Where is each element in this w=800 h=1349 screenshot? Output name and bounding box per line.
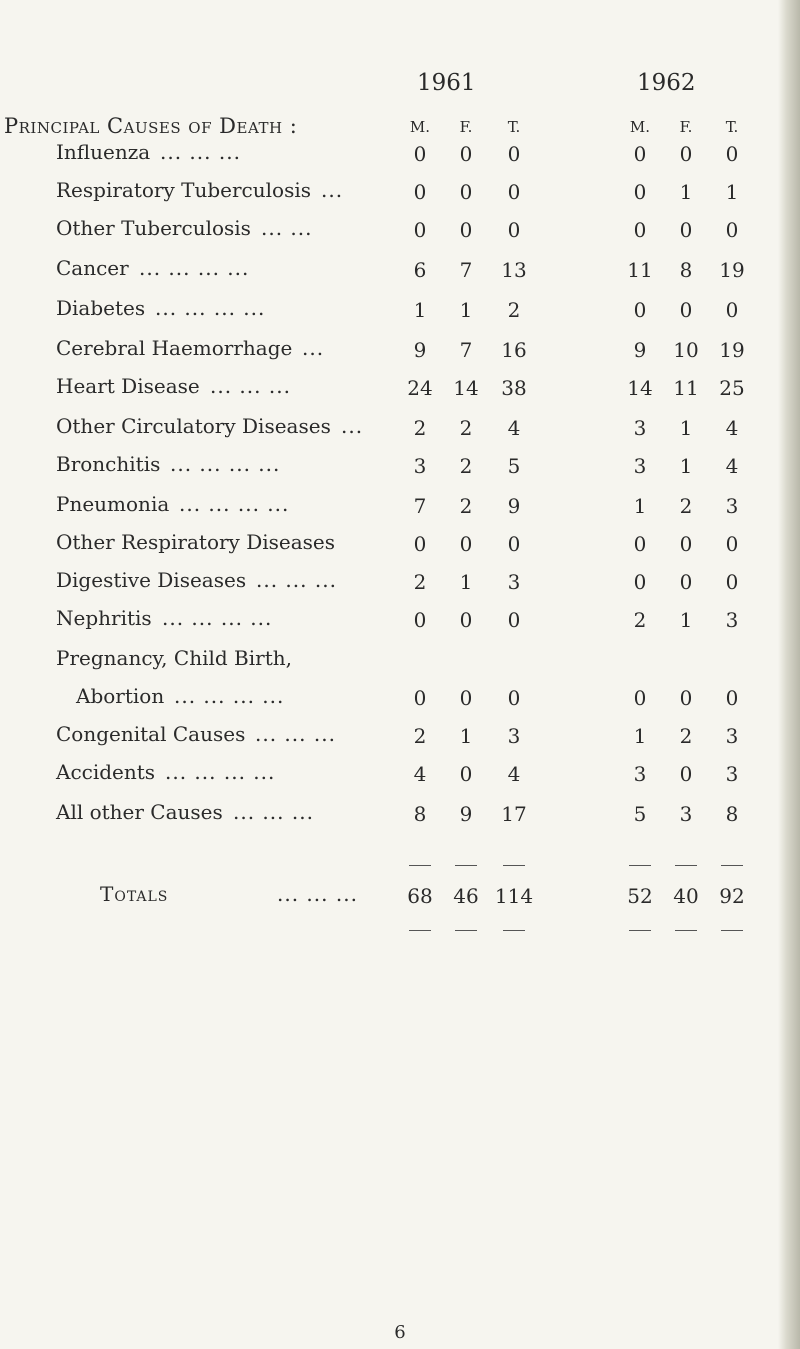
value-cell: 0 bbox=[679, 298, 693, 322]
value-cell: 0 bbox=[413, 608, 427, 632]
leader-dots: ... bbox=[341, 414, 364, 438]
totals-leader-dots: ... ... ... bbox=[277, 882, 358, 906]
value-cell: 0 bbox=[413, 180, 427, 204]
sum-rule bbox=[503, 865, 525, 866]
value-cell: 0 bbox=[725, 532, 739, 556]
value-cell: 9 bbox=[633, 338, 647, 362]
table-row bbox=[0, 452, 800, 490]
value-cell: 24 bbox=[407, 376, 433, 400]
total-cell: 114 bbox=[494, 884, 534, 908]
sum-rule bbox=[455, 930, 477, 931]
value-cell: 3 bbox=[725, 608, 739, 632]
leader-dots: ... ... ... ... bbox=[165, 760, 276, 784]
value-cell: 0 bbox=[459, 142, 473, 166]
sum-rule bbox=[409, 865, 431, 866]
value-cell: 3 bbox=[413, 454, 427, 478]
table-row bbox=[0, 646, 800, 684]
table-row bbox=[0, 374, 800, 412]
value-cell: 0 bbox=[459, 180, 473, 204]
value-cell: 4 bbox=[507, 762, 521, 786]
sum-rule bbox=[675, 930, 697, 931]
cause-label: Pregnancy, Child Birth, bbox=[56, 646, 292, 670]
cause-label: Other Tuberculosis bbox=[56, 216, 251, 240]
value-cell: 0 bbox=[459, 608, 473, 632]
leader-dots: ... ... ... bbox=[210, 374, 291, 398]
value-cell: 11 bbox=[627, 258, 653, 282]
value-cell: 3 bbox=[725, 494, 739, 518]
value-cell: 0 bbox=[633, 180, 647, 204]
table-row bbox=[0, 140, 800, 178]
table-row bbox=[0, 296, 800, 334]
cause-label: Digestive Diseases bbox=[56, 568, 247, 592]
totals-label: Totals bbox=[100, 882, 169, 906]
cause-label: Other Respiratory Diseases bbox=[56, 530, 336, 554]
value-cell: 4 bbox=[413, 762, 427, 786]
value-cell: 13 bbox=[501, 258, 527, 282]
cause-label: Pneumonia bbox=[56, 492, 170, 516]
leader-dots: ... ... ... ... bbox=[179, 492, 290, 516]
sum-rule bbox=[629, 865, 651, 866]
col-header-1961-m: M. bbox=[409, 118, 431, 136]
value-cell: 0 bbox=[413, 686, 427, 710]
value-cell: 1 bbox=[413, 298, 427, 322]
value-cell: 14 bbox=[627, 376, 653, 400]
value-cell: 0 bbox=[679, 532, 693, 556]
total-cell: 92 bbox=[719, 884, 745, 908]
cause-label: Respiratory Tuberculosis bbox=[56, 178, 311, 202]
value-cell: 1 bbox=[679, 416, 693, 440]
leader-dots: ... ... ... ... bbox=[139, 256, 250, 280]
cause-label: Congenital Causes bbox=[56, 722, 246, 746]
value-cell: 2 bbox=[679, 724, 693, 748]
total-cell: 40 bbox=[673, 884, 699, 908]
value-cell: 2 bbox=[459, 454, 473, 478]
table-row bbox=[0, 256, 800, 294]
leader-dots: ... ... ... bbox=[255, 722, 336, 746]
totals-row bbox=[0, 882, 800, 920]
sum-rule bbox=[455, 865, 477, 866]
value-cell: 3 bbox=[725, 724, 739, 748]
value-cell: 3 bbox=[507, 724, 521, 748]
value-cell: 0 bbox=[725, 298, 739, 322]
cause-label: Nephritis bbox=[56, 606, 152, 630]
value-cell: 0 bbox=[459, 762, 473, 786]
value-cell: 0 bbox=[679, 142, 693, 166]
sum-rule bbox=[409, 930, 431, 931]
leader-dots: ... bbox=[321, 178, 344, 202]
year-1962-heading: 1962 bbox=[637, 70, 696, 96]
value-cell: 7 bbox=[413, 494, 427, 518]
leader-dots: ... ... bbox=[261, 216, 313, 240]
leader-dots: ... ... ... bbox=[256, 568, 337, 592]
cause-label: Diabetes bbox=[56, 296, 146, 320]
value-cell: 1 bbox=[679, 608, 693, 632]
value-cell: 4 bbox=[725, 454, 739, 478]
value-cell: 1 bbox=[633, 724, 647, 748]
value-cell: 1 bbox=[725, 180, 739, 204]
total-cell: 52 bbox=[627, 884, 653, 908]
value-cell: 2 bbox=[413, 416, 427, 440]
value-cell: 5 bbox=[633, 802, 647, 826]
value-cell: 7 bbox=[459, 338, 473, 362]
table-title: Principal Causes of Death : bbox=[4, 114, 298, 138]
value-cell: 8 bbox=[679, 258, 693, 282]
value-cell: 2 bbox=[413, 724, 427, 748]
table-row bbox=[0, 178, 800, 216]
table-row bbox=[0, 492, 800, 530]
value-cell: 0 bbox=[679, 218, 693, 242]
total-cell: 46 bbox=[453, 884, 479, 908]
value-cell: 3 bbox=[679, 802, 693, 826]
value-cell: 17 bbox=[501, 802, 527, 826]
col-header-1961-f: F. bbox=[459, 118, 473, 136]
table-row bbox=[0, 760, 800, 798]
total-cell: 68 bbox=[407, 884, 433, 908]
leader-dots: ... ... ... bbox=[160, 140, 241, 164]
cause-label: Abortion bbox=[76, 684, 165, 708]
value-cell: 0 bbox=[507, 686, 521, 710]
value-cell: 0 bbox=[507, 608, 521, 632]
value-cell: 3 bbox=[507, 570, 521, 594]
leader-dots: ... ... ... ... bbox=[155, 296, 266, 320]
value-cell: 19 bbox=[719, 338, 745, 362]
value-cell: 9 bbox=[413, 338, 427, 362]
cause-label: Heart Disease bbox=[56, 374, 200, 398]
cause-label: Influenza bbox=[56, 140, 151, 164]
col-header-1962-m: M. bbox=[629, 118, 651, 136]
table-row bbox=[0, 684, 800, 722]
value-cell: 1 bbox=[459, 724, 473, 748]
value-cell: 9 bbox=[459, 802, 473, 826]
value-cell: 14 bbox=[453, 376, 479, 400]
value-cell: 2 bbox=[507, 298, 521, 322]
value-cell: 1 bbox=[459, 298, 473, 322]
value-cell: 1 bbox=[459, 570, 473, 594]
value-cell: 5 bbox=[507, 454, 521, 478]
value-cell: 8 bbox=[725, 802, 739, 826]
value-cell: 2 bbox=[459, 416, 473, 440]
value-cell: 10 bbox=[673, 338, 699, 362]
value-cell: 1 bbox=[633, 494, 647, 518]
value-cell: 0 bbox=[725, 218, 739, 242]
value-cell: 0 bbox=[679, 570, 693, 594]
table-row bbox=[0, 722, 800, 760]
leader-dots: ... ... ... ... bbox=[170, 452, 281, 476]
sum-rule bbox=[675, 865, 697, 866]
leader-dots: ... bbox=[302, 336, 325, 360]
value-cell: 6 bbox=[413, 258, 427, 282]
cause-label: Other Circulatory Diseases bbox=[56, 414, 331, 438]
value-cell: 3 bbox=[725, 762, 739, 786]
value-cell: 0 bbox=[413, 142, 427, 166]
table-row bbox=[0, 800, 800, 838]
col-header-1961-t: T. bbox=[507, 118, 521, 136]
value-cell: 0 bbox=[725, 142, 739, 166]
sum-rule bbox=[721, 865, 743, 866]
table-row bbox=[0, 216, 800, 254]
value-cell: 0 bbox=[679, 762, 693, 786]
sum-rule bbox=[721, 930, 743, 931]
value-cell: 1 bbox=[679, 180, 693, 204]
value-cell: 0 bbox=[459, 532, 473, 556]
value-cell: 4 bbox=[725, 416, 739, 440]
value-cell: 7 bbox=[459, 258, 473, 282]
sum-rule bbox=[629, 930, 651, 931]
value-cell: 38 bbox=[501, 376, 527, 400]
value-cell: 3 bbox=[633, 454, 647, 478]
leader-dots: ... ... ... bbox=[233, 800, 314, 824]
leader-dots: ... ... ... ... bbox=[162, 606, 273, 630]
value-cell: 11 bbox=[673, 376, 699, 400]
table-row bbox=[0, 530, 800, 568]
value-cell: 2 bbox=[413, 570, 427, 594]
leader-dots: ... ... ... ... bbox=[174, 684, 285, 708]
value-cell: 25 bbox=[719, 376, 745, 400]
value-cell: 0 bbox=[413, 532, 427, 556]
table-row bbox=[0, 606, 800, 644]
cause-label: All other Causes bbox=[56, 800, 223, 824]
value-cell: 0 bbox=[725, 570, 739, 594]
col-header-1962-t: T. bbox=[725, 118, 739, 136]
value-cell: 2 bbox=[679, 494, 693, 518]
value-cell: 0 bbox=[459, 686, 473, 710]
value-cell: 0 bbox=[679, 686, 693, 710]
value-cell: 9 bbox=[507, 494, 521, 518]
sum-rule bbox=[503, 930, 525, 931]
value-cell: 2 bbox=[459, 494, 473, 518]
col-header-1962-f: F. bbox=[679, 118, 693, 136]
table-row bbox=[0, 414, 800, 452]
value-cell: 0 bbox=[633, 532, 647, 556]
value-cell: 3 bbox=[633, 416, 647, 440]
value-cell: 0 bbox=[507, 218, 521, 242]
cause-label: Accidents bbox=[56, 760, 156, 784]
value-cell: 0 bbox=[413, 218, 427, 242]
value-cell: 0 bbox=[633, 142, 647, 166]
value-cell: 3 bbox=[633, 762, 647, 786]
value-cell: 0 bbox=[633, 570, 647, 594]
year-1961-heading: 1961 bbox=[417, 70, 476, 96]
value-cell: 0 bbox=[507, 142, 521, 166]
value-cell: 1 bbox=[679, 454, 693, 478]
value-cell: 0 bbox=[507, 532, 521, 556]
value-cell: 0 bbox=[459, 218, 473, 242]
table-row bbox=[0, 568, 800, 606]
cause-label: Cancer bbox=[56, 256, 129, 280]
value-cell: 0 bbox=[725, 686, 739, 710]
cause-label: Bronchitis bbox=[56, 452, 161, 476]
value-cell: 0 bbox=[633, 298, 647, 322]
value-cell: 16 bbox=[501, 338, 527, 362]
value-cell: 2 bbox=[633, 608, 647, 632]
value-cell: 4 bbox=[507, 416, 521, 440]
cause-label: Cerebral Haemorrhage bbox=[56, 336, 293, 360]
table-row bbox=[0, 336, 800, 374]
value-cell: 0 bbox=[633, 686, 647, 710]
value-cell: 8 bbox=[413, 802, 427, 826]
value-cell: 0 bbox=[507, 180, 521, 204]
value-cell: 0 bbox=[633, 218, 647, 242]
value-cell: 19 bbox=[719, 258, 745, 282]
page-number: 6 bbox=[394, 1322, 406, 1343]
